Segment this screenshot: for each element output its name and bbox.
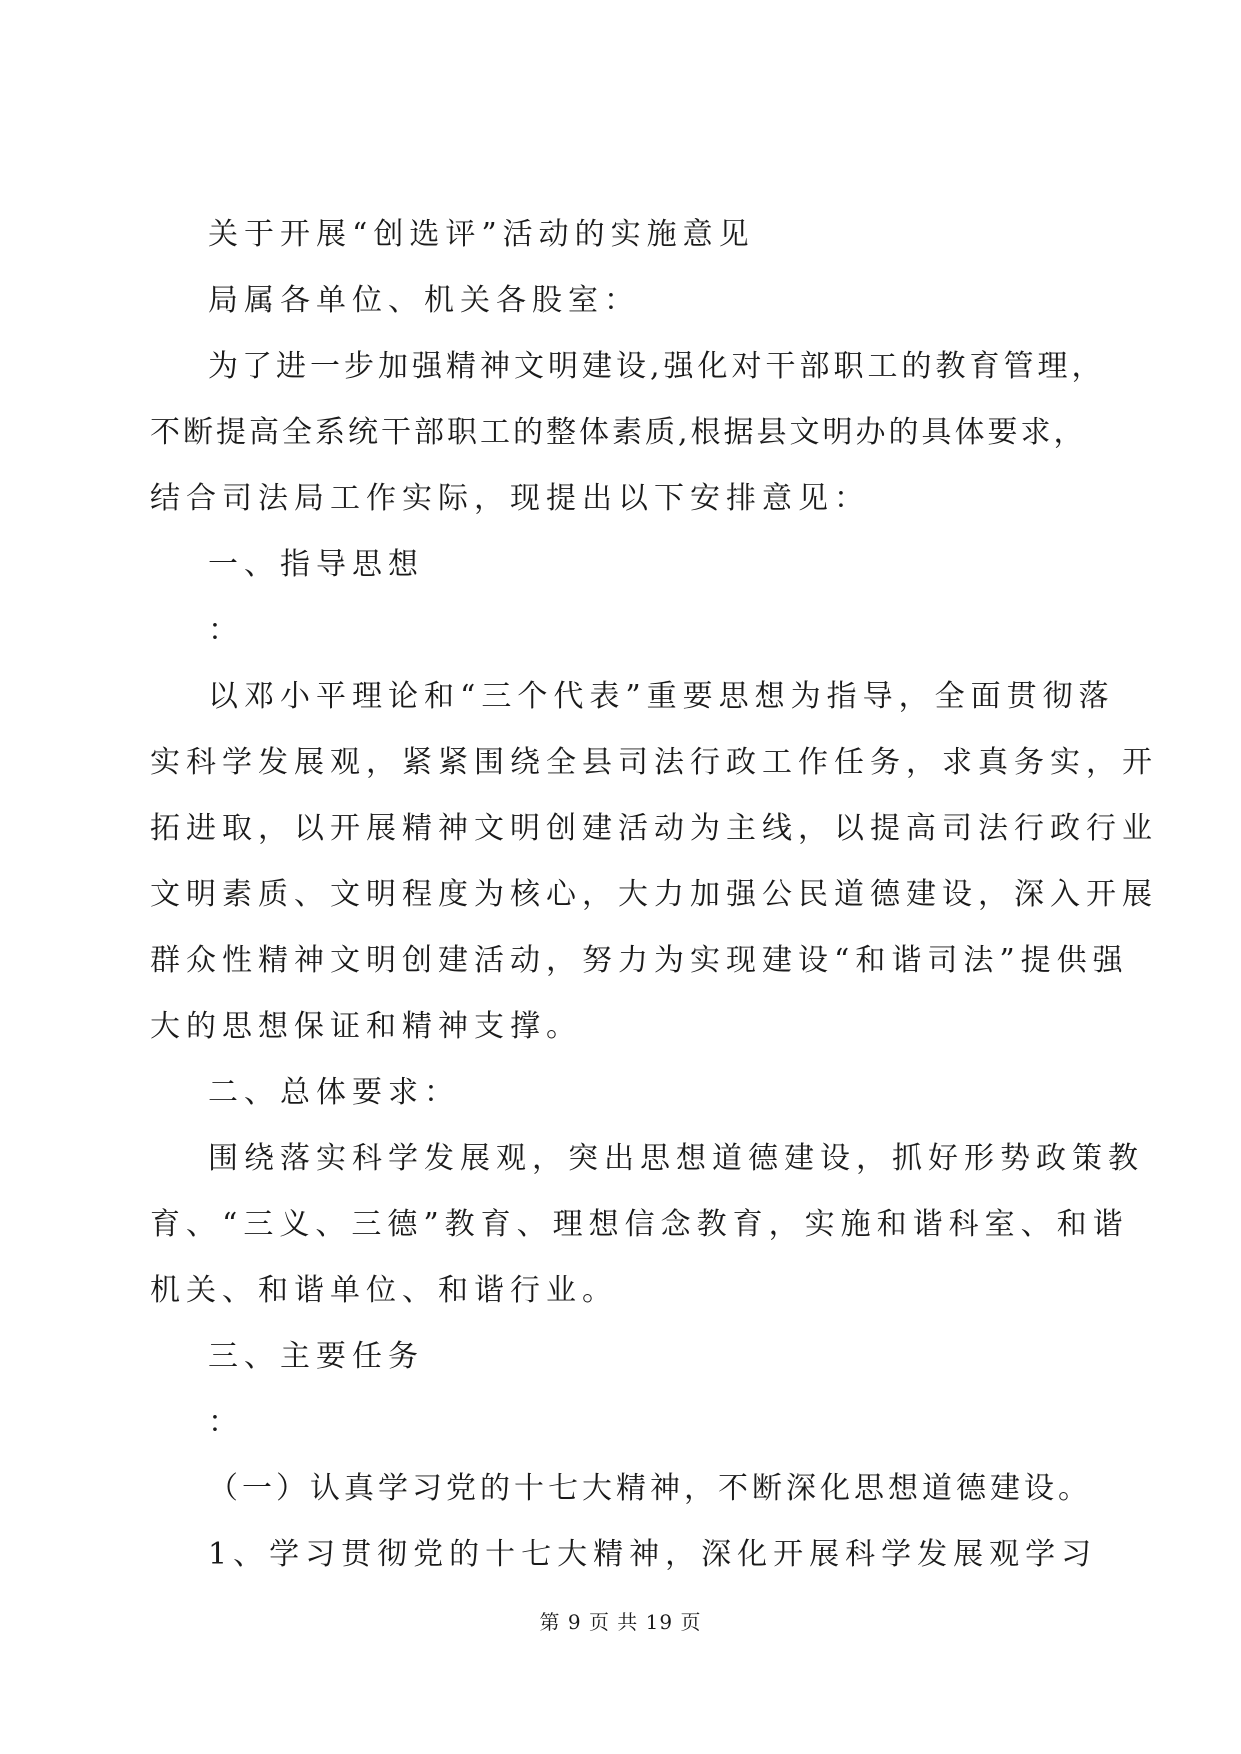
section-1-line-1: 以邓小平理论和“三个代表”重要思想为指导，全面贯彻落 [208,679,1115,714]
section-3-colon: ： [208,1405,244,1440]
section-2-line-2: 育、“三义、三德”教育、理想信念教育，实施和谐科室、和谐 [150,1207,1129,1242]
section-2-line-1: 围绕落实科学发展观，突出思想道德建设，抓好形势政策教 [208,1141,1144,1176]
section-1-heading: 一、指导思想 [208,547,424,582]
section-1-line-2: 实科学发展观，紧紧围绕全县司法行政工作任务，求真务实，开 [150,745,1158,780]
section-1-line-5: 群众性精神文明创建活动，努力为实现建设“和谐司法”提供强 [150,943,1129,978]
section-2-heading: 二、总体要求： [208,1075,460,1110]
section-3-subheading: （一）认真学习党的十七大精神，不断深化思想道德建设。 [208,1471,1092,1506]
document-title: 关于开展“创选评”活动的实施意见 [208,217,755,252]
section-1-line-3: 拓进取，以开展精神文明创建活动为主线，以提高司法行政行业 [150,811,1158,846]
section-3-item-1: 1、学习贯彻党的十七大精神，深化开展科学发展观学习 [208,1537,1098,1572]
section-1-line-6: 大的思想保证和精神支撑。 [150,1009,582,1044]
page-number: 第 9 页 共 19 页 [539,1610,702,1634]
section-1-line-4: 文明素质、文明程度为核心，大力加强公民道德建设，深入开展 [150,877,1158,912]
intro-line-2: 不断提高全系统干部职工的整体素质,根据县文明办的具体要求， [150,415,1087,450]
section-3-heading: 三、主要任务 [208,1339,424,1374]
section-2-line-3: 机关、和谐单位、和谐行业。 [150,1273,618,1308]
intro-line-3: 结合司法局工作实际，现提出以下安排意见： [150,481,870,516]
section-1-colon: ： [208,613,244,648]
intro-line-1: 为了进一步加强精神文明建设,强化对干部职工的教育管理， [208,349,1106,384]
salutation: 局属各单位、机关各股室： [208,283,640,318]
